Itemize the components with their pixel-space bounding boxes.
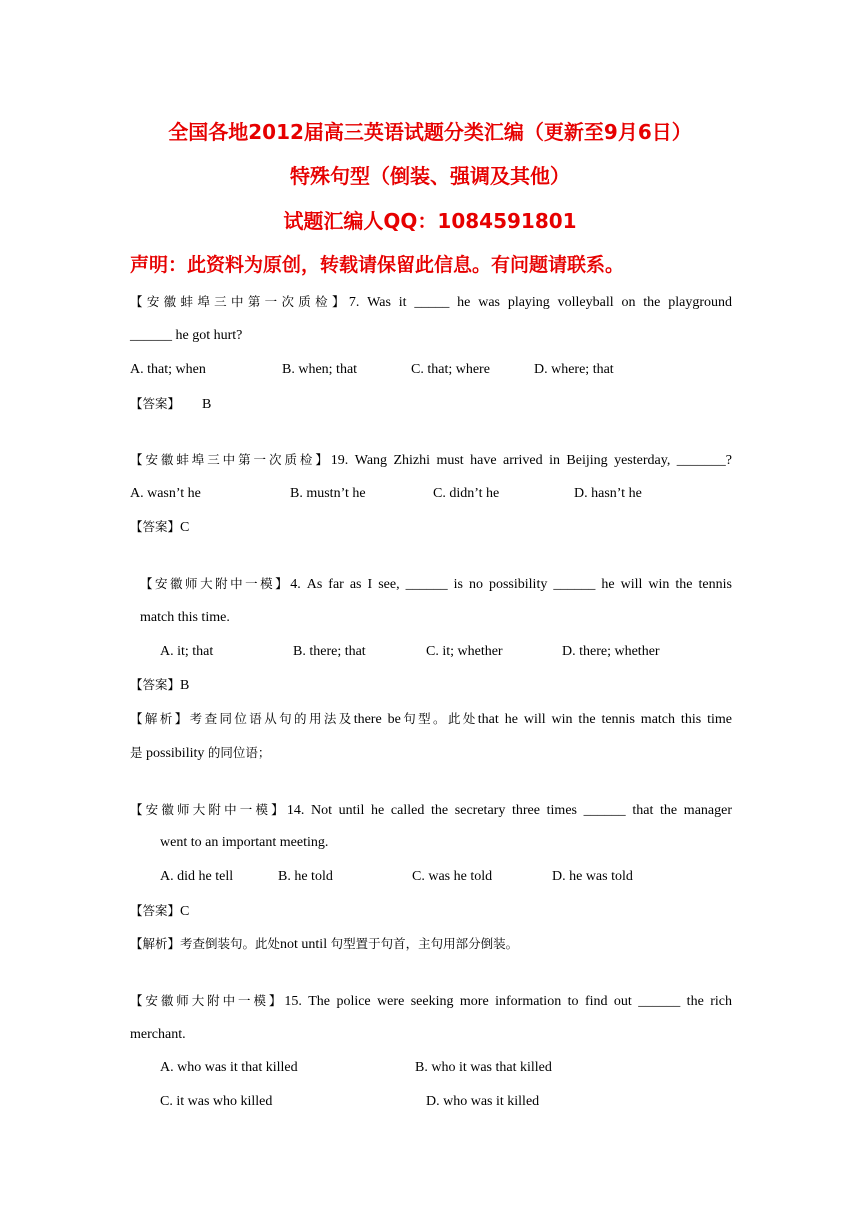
question-5-source: 【安徽师大附中一模】 [130, 993, 285, 1008]
question-4-stem [130, 801, 732, 820]
question-4-stem-continued: went to an important meeting. [160, 835, 329, 850]
question-1-text: 7. Was it _____ he was playing volleyball on the playground [348, 295, 732, 310]
question-4-option-a: A. did he tell [160, 869, 234, 884]
question-5-option-c: C. it was who killed [160, 1094, 273, 1109]
question-4-source: 【安徽师大附中一模】 [130, 802, 287, 817]
question-3-text: 4. As far as I see, ______ is no possibility ______ he will win the tennis [290, 577, 732, 592]
question-2-answer [130, 518, 189, 537]
answer-value: B [202, 397, 212, 412]
answer-value: C [180, 520, 190, 535]
analysis-text: 考查同位语从句的用法及 [189, 711, 354, 726]
question-2-source: 【安徽蚌埠三中第一次质检】 [130, 452, 331, 467]
question-4-analysis [130, 935, 518, 954]
answer-label: 【答案】 [130, 396, 181, 411]
document-title: 全国各地2012届高三英语试题分类汇编（更新至9月6日） [168, 120, 692, 144]
analysis-label: 【解析】 [130, 711, 190, 726]
question-1-option-d: D. where; that [534, 362, 614, 377]
question-2-option-c: C. didn’t he [433, 486, 500, 501]
question-2-option-b: B. mustn’t he [290, 486, 366, 501]
question-4-answer [130, 902, 189, 921]
analysis-text: that he will win the tennis match this time [477, 712, 732, 727]
analysis-label: 【解析】 [130, 936, 181, 951]
compiler-contact: 试题汇编人QQ：1084591801 [283, 209, 577, 233]
answer-label: 【答案】 [130, 903, 181, 918]
answer-value: B [180, 678, 190, 693]
question-4-option-b: B. he told [278, 869, 333, 884]
question-1-option-a: A. that; when [130, 362, 206, 377]
question-5-option-b: B. who it was that killed [415, 1060, 552, 1075]
question-2-text: 19. Wang Zhizhi must have arrived in Beijing yesterday, _______? [330, 453, 732, 468]
question-2-option-d: D. hasn’t he [574, 486, 642, 501]
analysis-text: 句型。此处 [400, 711, 478, 726]
question-5-option-d: D. who was it killed [426, 1094, 540, 1109]
question-2-stem [130, 451, 732, 470]
question-5-stem [130, 992, 732, 1011]
question-4-text: 14. Not until he called the secretary three times ______ that the manager [286, 803, 732, 818]
question-4-option-c: C. was he told [412, 869, 493, 884]
question-3-source: 【安徽师大附中一模】 [140, 576, 291, 591]
question-3-option-d: D. there; whether [562, 644, 660, 659]
question-5-stem-continued: merchant. [130, 1027, 186, 1042]
question-3-option-c: C. it; whether [426, 644, 503, 659]
analysis-text: 的同位语； [207, 745, 271, 760]
question-1-source: 【安徽蚌埠三中第一次质检】 [130, 294, 349, 309]
question-5-option-a: A. who was it that killed [160, 1060, 298, 1075]
question-3-option-b: B. there; that [293, 644, 366, 659]
document-subtitle: 特殊句型（倒装、强调及其他） [290, 164, 570, 188]
question-1-stem-continued: ______ he got hurt? [130, 328, 243, 343]
answer-label: 【答案】 [130, 677, 181, 692]
analysis-text: there be [353, 712, 401, 727]
answer-label: 【答案】 [130, 519, 181, 534]
analysis-text: possibility [146, 746, 205, 761]
analysis-text: 是 [130, 745, 143, 760]
question-2-option-a: A. wasn’t he [130, 486, 201, 501]
question-3-stem [140, 575, 732, 594]
question-3-answer [130, 676, 189, 695]
question-3-stem-continued: match this time. [140, 610, 230, 625]
analysis-text: not until [280, 937, 328, 952]
question-1-stem [130, 293, 732, 312]
analysis-text: 考查倒装句。此处 [180, 936, 281, 951]
copyright-notice: 声明：此资料为原创，转载请保留此信息。有问题请联系。 [130, 254, 625, 276]
question-5-text: 15. The police were seeking more information to find out ______ the rich [284, 994, 732, 1009]
question-3-analysis [130, 710, 732, 729]
answer-value: C [180, 904, 190, 919]
question-3-analysis-continued [130, 744, 270, 763]
question-1-option-c: C. that; where [411, 362, 490, 377]
analysis-text: 句型置于句首，主句用部分倒装。 [330, 936, 519, 951]
question-4-option-d: D. he was told [552, 869, 633, 884]
question-1-option-b: B. when; that [282, 362, 358, 377]
question-1-answer [130, 395, 211, 414]
question-3-option-a: A. it; that [160, 644, 214, 659]
